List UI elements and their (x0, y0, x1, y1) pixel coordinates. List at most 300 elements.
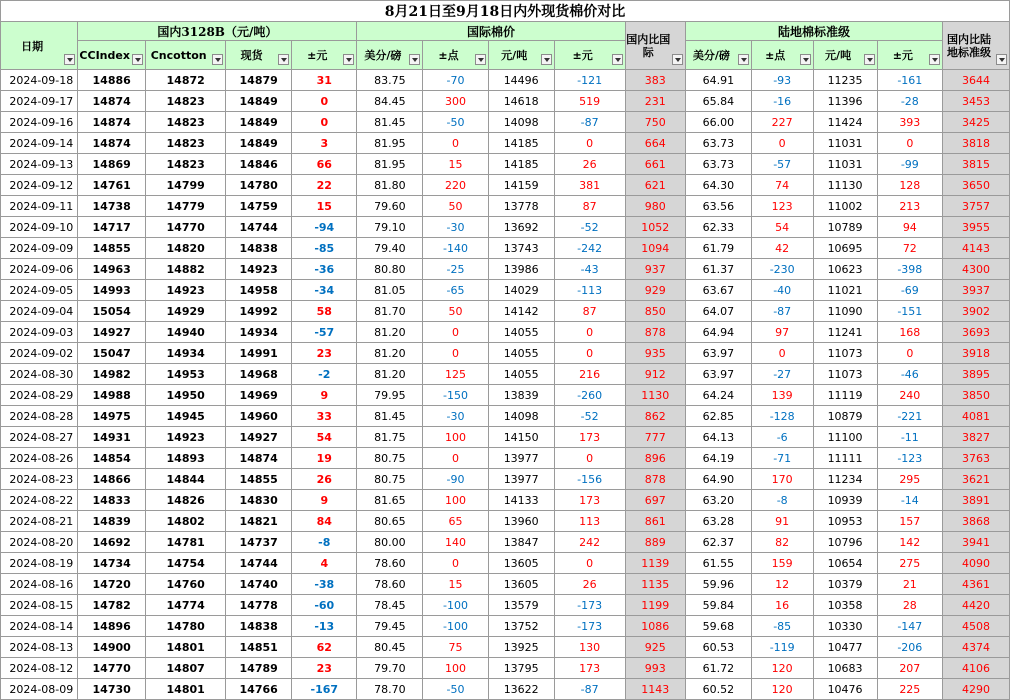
cell-change-land[interactable]: 142 (877, 532, 942, 553)
cell-date[interactable]: 2024-08-14 (1, 616, 78, 637)
cell-ccindex[interactable]: 14927 (78, 322, 146, 343)
cell-date[interactable]: 2024-09-10 (1, 217, 78, 238)
cell-land-points[interactable]: -8 (751, 490, 813, 511)
cell-change-land[interactable]: 207 (877, 658, 942, 679)
cell-points[interactable]: -25 (423, 259, 488, 280)
cell-ratio-land[interactable]: 3937 (943, 280, 1010, 301)
cell-spot[interactable]: 14780 (226, 175, 292, 196)
cell-yuan-per-ton[interactable]: 14142 (488, 301, 554, 322)
cell-cncotton[interactable]: 14823 (146, 112, 226, 133)
cell-points[interactable]: 15 (423, 574, 488, 595)
cell-change-intl[interactable]: 113 (554, 511, 625, 532)
cell-yuan-per-ton[interactable]: 13743 (488, 238, 554, 259)
cell-change-intl[interactable]: -173 (554, 595, 625, 616)
cell-cents-per-lb[interactable]: 80.00 (357, 532, 423, 553)
cell-land-cents-per-lb[interactable]: 59.96 (685, 574, 751, 595)
filter-dropdown-icon[interactable] (475, 54, 486, 65)
cell-date[interactable]: 2024-09-18 (1, 70, 78, 91)
cell-cents-per-lb[interactable]: 81.20 (357, 343, 423, 364)
cell-ratio-intl[interactable]: 912 (625, 364, 685, 385)
cell-ratio-intl[interactable]: 621 (625, 175, 685, 196)
cell-cents-per-lb[interactable]: 78.60 (357, 553, 423, 574)
cell-ratio-intl[interactable]: 937 (625, 259, 685, 280)
cell-date[interactable]: 2024-08-21 (1, 511, 78, 532)
cell-ccindex[interactable]: 14975 (78, 406, 146, 427)
cell-change-land[interactable]: 275 (877, 553, 942, 574)
cell-change-land[interactable]: -123 (877, 448, 942, 469)
cell-spot[interactable]: 14969 (226, 385, 292, 406)
cell-ratio-intl[interactable]: 861 (625, 511, 685, 532)
cell-land-points[interactable]: -40 (751, 280, 813, 301)
cell-ratio-intl[interactable]: 935 (625, 343, 685, 364)
cell-cents-per-lb[interactable]: 78.45 (357, 595, 423, 616)
cell-change-intl[interactable]: 242 (554, 532, 625, 553)
cell-land-points[interactable]: 97 (751, 322, 813, 343)
filter-dropdown-icon[interactable] (132, 54, 143, 65)
cell-cncotton[interactable]: 14823 (146, 91, 226, 112)
cell-yuan-per-ton[interactable]: 14098 (488, 406, 554, 427)
cell-spot[interactable]: 14759 (226, 196, 292, 217)
cell-points[interactable]: 75 (423, 637, 488, 658)
cell-points[interactable]: 140 (423, 532, 488, 553)
cell-yuan-per-ton[interactable]: 13605 (488, 574, 554, 595)
cell-spot[interactable]: 14992 (226, 301, 292, 322)
cell-spot[interactable]: 14991 (226, 343, 292, 364)
cell-cents-per-lb[interactable]: 81.20 (357, 322, 423, 343)
cell-change-domestic[interactable]: -60 (292, 595, 357, 616)
cell-land-cents-per-lb[interactable]: 62.85 (685, 406, 751, 427)
cell-change-intl[interactable]: -113 (554, 280, 625, 301)
cell-ratio-land[interactable]: 3941 (943, 532, 1010, 553)
cell-change-intl[interactable]: 173 (554, 490, 625, 511)
cell-ratio-land[interactable]: 3918 (943, 343, 1010, 364)
cell-ratio-land[interactable]: 3650 (943, 175, 1010, 196)
cell-spot[interactable]: 14849 (226, 133, 292, 154)
cell-land-yuan-per-ton[interactable]: 11031 (813, 154, 877, 175)
cell-land-cents-per-lb[interactable]: 60.53 (685, 637, 751, 658)
cell-points[interactable]: -50 (423, 112, 488, 133)
cell-spot[interactable]: 14740 (226, 574, 292, 595)
cell-change-domestic[interactable]: 3 (292, 133, 357, 154)
cell-change-intl[interactable]: 130 (554, 637, 625, 658)
cell-land-cents-per-lb[interactable]: 62.33 (685, 217, 751, 238)
cell-spot[interactable]: 14879 (226, 70, 292, 91)
cell-yuan-per-ton[interactable]: 14496 (488, 70, 554, 91)
cell-change-intl[interactable]: -242 (554, 238, 625, 259)
cell-change-land[interactable]: 295 (877, 469, 942, 490)
cell-yuan-per-ton[interactable]: 13977 (488, 448, 554, 469)
cell-yuan-per-ton[interactable]: 13778 (488, 196, 554, 217)
cell-date[interactable]: 2024-08-16 (1, 574, 78, 595)
cell-land-cents-per-lb[interactable]: 63.73 (685, 154, 751, 175)
cell-land-yuan-per-ton[interactable]: 11130 (813, 175, 877, 196)
cell-cncotton[interactable]: 14953 (146, 364, 226, 385)
cell-date[interactable]: 2024-09-02 (1, 343, 78, 364)
cell-change-intl[interactable]: -52 (554, 406, 625, 427)
cell-land-points[interactable]: 123 (751, 196, 813, 217)
cell-land-cents-per-lb[interactable]: 64.24 (685, 385, 751, 406)
cell-date[interactable]: 2024-08-28 (1, 406, 78, 427)
cell-change-land[interactable]: 94 (877, 217, 942, 238)
cell-ratio-intl[interactable]: 1086 (625, 616, 685, 637)
cell-land-yuan-per-ton[interactable]: 10623 (813, 259, 877, 280)
cell-cents-per-lb[interactable]: 79.40 (357, 238, 423, 259)
cell-ratio-intl[interactable]: 1052 (625, 217, 685, 238)
cell-ratio-intl[interactable]: 1135 (625, 574, 685, 595)
cell-change-intl[interactable]: 173 (554, 427, 625, 448)
cell-cents-per-lb[interactable]: 80.75 (357, 448, 423, 469)
cell-change-intl[interactable]: 26 (554, 154, 625, 175)
filter-dropdown-icon[interactable] (864, 54, 875, 65)
cell-date[interactable]: 2024-08-30 (1, 364, 78, 385)
cell-change-domestic[interactable]: 66 (292, 154, 357, 175)
cell-change-land[interactable]: 393 (877, 112, 942, 133)
cell-change-domestic[interactable]: 23 (292, 343, 357, 364)
cell-ccindex[interactable]: 14993 (78, 280, 146, 301)
cell-land-yuan-per-ton[interactable]: 10683 (813, 658, 877, 679)
cell-land-points[interactable]: -85 (751, 616, 813, 637)
cell-change-intl[interactable]: 87 (554, 196, 625, 217)
cell-yuan-per-ton[interactable]: 14055 (488, 364, 554, 385)
cell-land-yuan-per-ton[interactable]: 10358 (813, 595, 877, 616)
cell-date[interactable]: 2024-09-05 (1, 280, 78, 301)
cell-ccindex[interactable]: 14717 (78, 217, 146, 238)
cell-spot[interactable]: 14821 (226, 511, 292, 532)
cell-land-yuan-per-ton[interactable]: 10789 (813, 217, 877, 238)
cell-change-domestic[interactable]: -57 (292, 322, 357, 343)
cell-land-cents-per-lb[interactable]: 65.84 (685, 91, 751, 112)
cell-yuan-per-ton[interactable]: 14150 (488, 427, 554, 448)
cell-ratio-intl[interactable]: 777 (625, 427, 685, 448)
cell-points[interactable]: 100 (423, 490, 488, 511)
cell-change-domestic[interactable]: 15 (292, 196, 357, 217)
cell-land-cents-per-lb[interactable]: 64.94 (685, 322, 751, 343)
cell-land-cents-per-lb[interactable]: 60.52 (685, 679, 751, 700)
cell-ratio-land[interactable]: 3815 (943, 154, 1010, 175)
cell-change-domestic[interactable]: 19 (292, 448, 357, 469)
cell-date[interactable]: 2024-09-11 (1, 196, 78, 217)
cell-land-points[interactable]: -57 (751, 154, 813, 175)
cell-ccindex[interactable]: 14770 (78, 658, 146, 679)
cell-points[interactable]: 65 (423, 511, 488, 532)
cell-land-yuan-per-ton[interactable]: 11424 (813, 112, 877, 133)
cell-land-yuan-per-ton[interactable]: 11073 (813, 343, 877, 364)
cell-ccindex[interactable]: 14869 (78, 154, 146, 175)
cell-land-yuan-per-ton[interactable]: 11100 (813, 427, 877, 448)
cell-change-land[interactable]: -46 (877, 364, 942, 385)
cell-ratio-intl[interactable]: 993 (625, 658, 685, 679)
cell-cncotton[interactable]: 14801 (146, 679, 226, 700)
cell-change-land[interactable]: -28 (877, 91, 942, 112)
cell-land-cents-per-lb[interactable]: 63.56 (685, 196, 751, 217)
cell-change-intl[interactable]: -52 (554, 217, 625, 238)
cell-cncotton[interactable]: 14826 (146, 490, 226, 511)
cell-ratio-land[interactable]: 3850 (943, 385, 1010, 406)
cell-cncotton[interactable]: 14872 (146, 70, 226, 91)
cell-change-intl[interactable]: -121 (554, 70, 625, 91)
cell-ccindex[interactable]: 14738 (78, 196, 146, 217)
cell-change-intl[interactable]: 87 (554, 301, 625, 322)
cell-land-cents-per-lb[interactable]: 64.90 (685, 469, 751, 490)
cell-change-domestic[interactable]: 0 (292, 91, 357, 112)
cell-spot[interactable]: 14744 (226, 553, 292, 574)
cell-ratio-intl[interactable]: 980 (625, 196, 685, 217)
cell-ratio-land[interactable]: 3453 (943, 91, 1010, 112)
cell-ccindex[interactable]: 14874 (78, 91, 146, 112)
cell-ccindex[interactable]: 14761 (78, 175, 146, 196)
cell-ccindex[interactable]: 14734 (78, 553, 146, 574)
cell-cncotton[interactable]: 14781 (146, 532, 226, 553)
cell-cents-per-lb[interactable]: 78.70 (357, 679, 423, 700)
cell-spot[interactable]: 14737 (226, 532, 292, 553)
cell-change-intl[interactable]: 216 (554, 364, 625, 385)
cell-land-cents-per-lb[interactable]: 66.00 (685, 112, 751, 133)
cell-ratio-intl[interactable]: 750 (625, 112, 685, 133)
cell-date[interactable]: 2024-08-15 (1, 595, 78, 616)
cell-yuan-per-ton[interactable]: 14055 (488, 343, 554, 364)
cell-spot[interactable]: 14923 (226, 259, 292, 280)
cell-land-points[interactable]: 227 (751, 112, 813, 133)
cell-land-yuan-per-ton[interactable]: 11090 (813, 301, 877, 322)
cell-yuan-per-ton[interactable]: 14618 (488, 91, 554, 112)
cell-date[interactable]: 2024-08-26 (1, 448, 78, 469)
cell-ratio-land[interactable]: 3757 (943, 196, 1010, 217)
cell-points[interactable]: -100 (423, 595, 488, 616)
cell-land-points[interactable]: -87 (751, 301, 813, 322)
cell-ratio-land[interactable]: 3644 (943, 70, 1010, 91)
cell-land-yuan-per-ton[interactable]: 10953 (813, 511, 877, 532)
cell-spot[interactable]: 14838 (226, 238, 292, 259)
cell-change-land[interactable]: 240 (877, 385, 942, 406)
cell-spot[interactable]: 14849 (226, 91, 292, 112)
cell-points[interactable]: -30 (423, 406, 488, 427)
cell-ccindex[interactable]: 14886 (78, 70, 146, 91)
cell-land-yuan-per-ton[interactable]: 10477 (813, 637, 877, 658)
cell-date[interactable]: 2024-08-12 (1, 658, 78, 679)
cell-ratio-land[interactable]: 4090 (943, 553, 1010, 574)
cell-land-yuan-per-ton[interactable]: 11021 (813, 280, 877, 301)
cell-change-intl[interactable]: 0 (554, 448, 625, 469)
cell-ratio-land[interactable]: 4081 (943, 406, 1010, 427)
cell-date[interactable]: 2024-09-14 (1, 133, 78, 154)
cell-change-land[interactable]: -151 (877, 301, 942, 322)
cell-change-land[interactable]: 0 (877, 343, 942, 364)
cell-cents-per-lb[interactable]: 79.95 (357, 385, 423, 406)
cell-spot[interactable]: 14874 (226, 448, 292, 469)
cell-land-cents-per-lb[interactable]: 63.97 (685, 343, 751, 364)
cell-spot[interactable]: 14830 (226, 490, 292, 511)
cell-cents-per-lb[interactable]: 81.65 (357, 490, 423, 511)
cell-points[interactable]: -70 (423, 70, 488, 91)
cell-spot[interactable]: 14934 (226, 322, 292, 343)
cell-cents-per-lb[interactable]: 80.75 (357, 469, 423, 490)
cell-cncotton[interactable]: 14779 (146, 196, 226, 217)
cell-points[interactable]: 0 (423, 133, 488, 154)
cell-change-intl[interactable]: -156 (554, 469, 625, 490)
cell-change-land[interactable]: 21 (877, 574, 942, 595)
cell-cncotton[interactable]: 14799 (146, 175, 226, 196)
cell-points[interactable]: 125 (423, 364, 488, 385)
cell-date[interactable]: 2024-09-17 (1, 91, 78, 112)
cell-ratio-land[interactable]: 3891 (943, 490, 1010, 511)
cell-ccindex[interactable]: 14730 (78, 679, 146, 700)
cell-land-yuan-per-ton[interactable]: 11073 (813, 364, 877, 385)
cell-land-cents-per-lb[interactable]: 62.37 (685, 532, 751, 553)
cell-yuan-per-ton[interactable]: 13692 (488, 217, 554, 238)
cell-ratio-intl[interactable]: 1199 (625, 595, 685, 616)
filter-dropdown-icon[interactable] (929, 54, 940, 65)
cell-cncotton[interactable]: 14923 (146, 280, 226, 301)
cell-spot[interactable]: 14789 (226, 658, 292, 679)
cell-cncotton[interactable]: 14945 (146, 406, 226, 427)
cell-change-land[interactable]: -147 (877, 616, 942, 637)
cell-land-yuan-per-ton[interactable]: 10654 (813, 553, 877, 574)
cell-cents-per-lb[interactable]: 84.45 (357, 91, 423, 112)
cell-change-domestic[interactable]: 84 (292, 511, 357, 532)
cell-date[interactable]: 2024-08-13 (1, 637, 78, 658)
cell-date[interactable]: 2024-09-13 (1, 154, 78, 175)
cell-cncotton[interactable]: 14760 (146, 574, 226, 595)
cell-ratio-intl[interactable]: 1130 (625, 385, 685, 406)
cell-land-cents-per-lb[interactable]: 64.91 (685, 70, 751, 91)
cell-land-points[interactable]: 74 (751, 175, 813, 196)
filter-dropdown-icon[interactable] (800, 54, 811, 65)
cell-land-cents-per-lb[interactable]: 61.79 (685, 238, 751, 259)
filter-dropdown-icon[interactable] (343, 54, 354, 65)
cell-spot[interactable]: 14778 (226, 595, 292, 616)
cell-ccindex[interactable]: 14866 (78, 469, 146, 490)
cell-change-intl[interactable]: -87 (554, 679, 625, 700)
cell-change-domestic[interactable]: -13 (292, 616, 357, 637)
cell-points[interactable]: 100 (423, 658, 488, 679)
cell-change-domestic[interactable]: 54 (292, 427, 357, 448)
cell-cents-per-lb[interactable]: 79.60 (357, 196, 423, 217)
cell-points[interactable]: 300 (423, 91, 488, 112)
cell-date[interactable]: 2024-09-06 (1, 259, 78, 280)
cell-land-points[interactable]: 159 (751, 553, 813, 574)
cell-spot[interactable]: 14927 (226, 427, 292, 448)
cell-points[interactable]: 0 (423, 553, 488, 574)
cell-land-points[interactable]: 0 (751, 343, 813, 364)
cell-land-cents-per-lb[interactable]: 61.37 (685, 259, 751, 280)
cell-land-points[interactable]: -16 (751, 91, 813, 112)
cell-ratio-intl[interactable]: 1094 (625, 238, 685, 259)
cell-land-cents-per-lb[interactable]: 61.55 (685, 553, 751, 574)
cell-date[interactable]: 2024-08-20 (1, 532, 78, 553)
cell-change-land[interactable]: -206 (877, 637, 942, 658)
cell-ratio-intl[interactable]: 889 (625, 532, 685, 553)
cell-land-yuan-per-ton[interactable]: 11241 (813, 322, 877, 343)
cell-points[interactable]: -100 (423, 616, 488, 637)
cell-date[interactable]: 2024-08-09 (1, 679, 78, 700)
cell-land-yuan-per-ton[interactable]: 10476 (813, 679, 877, 700)
cell-change-land[interactable]: 72 (877, 238, 942, 259)
cell-change-land[interactable]: 0 (877, 133, 942, 154)
cell-yuan-per-ton[interactable]: 13977 (488, 469, 554, 490)
cell-change-intl[interactable]: -87 (554, 112, 625, 133)
cell-spot[interactable]: 14846 (226, 154, 292, 175)
cell-land-yuan-per-ton[interactable]: 11031 (813, 133, 877, 154)
cell-cents-per-lb[interactable]: 81.95 (357, 133, 423, 154)
cell-change-land[interactable]: 225 (877, 679, 942, 700)
cell-change-land[interactable]: 168 (877, 322, 942, 343)
cell-change-intl[interactable]: 0 (554, 553, 625, 574)
cell-land-cents-per-lb[interactable]: 63.97 (685, 364, 751, 385)
cell-change-domestic[interactable]: 4 (292, 553, 357, 574)
cell-points[interactable]: 220 (423, 175, 488, 196)
filter-dropdown-icon[interactable] (541, 54, 552, 65)
cell-ccindex[interactable]: 14692 (78, 532, 146, 553)
cell-ccindex[interactable]: 14900 (78, 637, 146, 658)
cell-ratio-intl[interactable]: 661 (625, 154, 685, 175)
cell-ccindex[interactable]: 14839 (78, 511, 146, 532)
cell-spot[interactable]: 14968 (226, 364, 292, 385)
cell-change-domestic[interactable]: -167 (292, 679, 357, 700)
cell-land-cents-per-lb[interactable]: 63.73 (685, 133, 751, 154)
cell-cents-per-lb[interactable]: 80.80 (357, 259, 423, 280)
cell-date[interactable]: 2024-08-19 (1, 553, 78, 574)
cell-change-domestic[interactable]: -8 (292, 532, 357, 553)
cell-change-intl[interactable]: 0 (554, 343, 625, 364)
cell-date[interactable]: 2024-09-12 (1, 175, 78, 196)
cell-land-points[interactable]: -71 (751, 448, 813, 469)
cell-cents-per-lb[interactable]: 81.70 (357, 301, 423, 322)
cell-points[interactable]: -50 (423, 679, 488, 700)
cell-ccindex[interactable]: 14874 (78, 133, 146, 154)
cell-change-land[interactable]: 28 (877, 595, 942, 616)
cell-change-domestic[interactable]: 26 (292, 469, 357, 490)
cell-ratio-land[interactable]: 3693 (943, 322, 1010, 343)
cell-change-intl[interactable]: 0 (554, 322, 625, 343)
cell-ccindex[interactable]: 14782 (78, 595, 146, 616)
cell-ratio-land[interactable]: 4290 (943, 679, 1010, 700)
cell-land-points[interactable]: 0 (751, 133, 813, 154)
filter-dropdown-icon[interactable] (212, 54, 223, 65)
cell-change-intl[interactable]: -260 (554, 385, 625, 406)
cell-ccindex[interactable]: 14896 (78, 616, 146, 637)
cell-date[interactable]: 2024-09-04 (1, 301, 78, 322)
cell-change-domestic[interactable]: -36 (292, 259, 357, 280)
cell-land-points[interactable]: 42 (751, 238, 813, 259)
cell-cncotton[interactable]: 14950 (146, 385, 226, 406)
cell-points[interactable]: -150 (423, 385, 488, 406)
cell-ccindex[interactable]: 14988 (78, 385, 146, 406)
cell-spot[interactable]: 14838 (226, 616, 292, 637)
cell-land-yuan-per-ton[interactable]: 11119 (813, 385, 877, 406)
cell-ccindex[interactable]: 15047 (78, 343, 146, 364)
filter-dropdown-icon[interactable] (278, 54, 289, 65)
cell-cncotton[interactable]: 14823 (146, 133, 226, 154)
cell-change-land[interactable]: -11 (877, 427, 942, 448)
cell-land-yuan-per-ton[interactable]: 11234 (813, 469, 877, 490)
cell-land-points[interactable]: 54 (751, 217, 813, 238)
cell-change-domestic[interactable]: 0 (292, 112, 357, 133)
cell-land-yuan-per-ton[interactable]: 11396 (813, 91, 877, 112)
filter-dropdown-icon[interactable] (672, 54, 683, 65)
cell-land-points[interactable]: 139 (751, 385, 813, 406)
cell-ratio-intl[interactable]: 878 (625, 322, 685, 343)
cell-yuan-per-ton[interactable]: 14185 (488, 133, 554, 154)
cell-cents-per-lb[interactable]: 81.75 (357, 427, 423, 448)
cell-land-cents-per-lb[interactable]: 64.07 (685, 301, 751, 322)
cell-change-domestic[interactable]: 33 (292, 406, 357, 427)
cell-change-land[interactable]: 128 (877, 175, 942, 196)
cell-land-points[interactable]: -93 (751, 70, 813, 91)
cell-cncotton[interactable]: 14934 (146, 343, 226, 364)
cell-ratio-land[interactable]: 3818 (943, 133, 1010, 154)
cell-cncotton[interactable]: 14802 (146, 511, 226, 532)
cell-land-yuan-per-ton[interactable]: 11002 (813, 196, 877, 217)
